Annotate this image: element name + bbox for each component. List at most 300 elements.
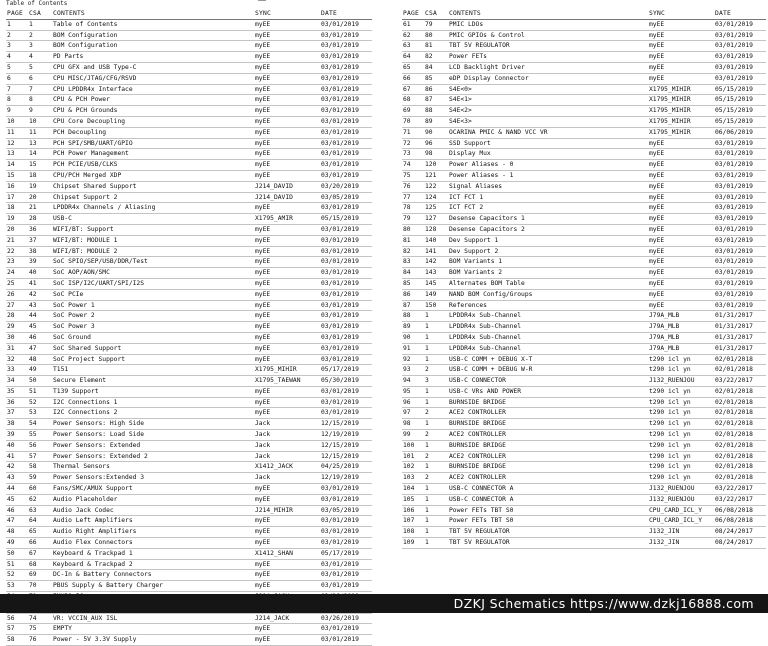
toc-row (6, 451, 372, 462)
cell-sync: myEE (254, 397, 320, 408)
cell-contents: SoC Ground (52, 332, 254, 343)
cell-sync: t290 icl yn (648, 365, 714, 376)
cell-sync: X1795_MIHIR (648, 106, 714, 117)
cell-date: 01/31/2017 (714, 332, 766, 343)
cell-date: 03/22/2017 (714, 484, 766, 495)
cell-page: 83 (402, 257, 424, 268)
toc-row (402, 278, 766, 289)
cell-csa: 18 (28, 170, 52, 181)
cell-sync: J79A_MLB (648, 311, 714, 322)
cell-contents: SoC Shared Support (52, 343, 254, 354)
cell-page: 17 (6, 192, 28, 203)
cell-contents: BURNSIDE BRIDGE (448, 419, 648, 430)
cell-csa: 80 (424, 30, 448, 41)
cell-contents: CPU Core Decoupling (52, 116, 254, 127)
cell-date: 03/01/2019 (714, 192, 766, 203)
cell-contents: References (448, 300, 648, 311)
cell-csa: 98 (424, 149, 448, 160)
cell-csa: 47 (28, 343, 52, 354)
toc-row (402, 527, 766, 538)
toc-row (402, 332, 766, 343)
cell-contents: Keyboard & Trackpad 2 (52, 559, 254, 570)
cell-csa: 74 (28, 613, 52, 624)
cell-date: 02/01/2018 (714, 451, 766, 462)
cell-csa: 15 (28, 160, 52, 171)
cell-sync: CPU_CARD_ICL_Y (648, 505, 714, 516)
cell-sync: myEE (254, 73, 320, 84)
toc-row (6, 203, 372, 214)
cell-date: 12/19/2019 (320, 430, 372, 441)
cell-date: 03/01/2019 (714, 30, 766, 41)
cell-page: 15 (6, 170, 28, 181)
toc-row (6, 160, 372, 171)
cell-csa: 7 (28, 84, 52, 95)
cell-contents: TBT 5V REGULATOR (448, 538, 648, 549)
cell-contents: PCH SPI/SMB/UART/GPIO (52, 138, 254, 149)
toc-header-row (6, 9, 372, 19)
cell-page: 12 (6, 138, 28, 149)
cell-contents: SSD Support (448, 138, 648, 149)
cell-csa: 38 (28, 246, 52, 257)
cell-date: 02/01/2018 (714, 462, 766, 473)
cell-contents: S4E<1> (448, 95, 648, 106)
toc-row (6, 170, 372, 181)
toc-row (6, 332, 372, 343)
header-sync: SYNC (254, 9, 320, 19)
cell-sync: J132_JIN (648, 538, 714, 549)
cell-page: 37 (6, 408, 28, 419)
toc-row (6, 289, 372, 300)
toc-row (6, 181, 372, 192)
toc-row (402, 19, 766, 30)
cell-page: 68 (402, 95, 424, 106)
cell-date: 03/01/2019 (320, 41, 372, 52)
cell-contents: CPU/PCH Merged XDP (52, 170, 254, 181)
cell-csa: 20 (28, 192, 52, 203)
cell-page: 8 (6, 95, 28, 106)
toc-row (6, 246, 372, 257)
cell-page: 11 (6, 127, 28, 138)
cell-contents: PCH PCIE/USB/CLKS (52, 160, 254, 171)
cell-contents: Desense Capacitors 1 (448, 214, 648, 225)
cell-sync: myEE (254, 343, 320, 354)
cell-page: 103 (402, 473, 424, 484)
cell-sync: myEE (648, 192, 714, 203)
cell-sync: myEE (648, 214, 714, 225)
cell-sync: myEE (648, 235, 714, 246)
cell-csa: 141 (424, 246, 448, 257)
toc-row (402, 289, 766, 300)
cell-page: 106 (402, 505, 424, 516)
cell-sync: X1795_MIHIR (648, 84, 714, 95)
cell-page: 18 (6, 203, 28, 214)
cell-sync: myEE (254, 116, 320, 127)
cell-page: 93 (402, 365, 424, 376)
cell-page: 75 (402, 170, 424, 181)
cell-date: 03/01/2019 (320, 484, 372, 495)
toc-row (402, 257, 766, 268)
cell-date: 03/01/2019 (320, 95, 372, 106)
cell-sync: myEE (254, 203, 320, 214)
cell-sync: myEE (648, 224, 714, 235)
cell-sync: myEE (254, 624, 320, 635)
cell-sync: myEE (254, 84, 320, 95)
toc-body-right (402, 19, 766, 548)
cell-date: 03/22/2017 (714, 376, 766, 387)
toc-row (6, 149, 372, 160)
cell-contents: BURNSIDE BRIDGE (448, 397, 648, 408)
cell-csa: 120 (424, 160, 448, 171)
cell-sync: myEE (254, 278, 320, 289)
cell-page: 14 (6, 160, 28, 171)
cell-page: 29 (6, 322, 28, 333)
cell-contents: BOM Variants 1 (448, 257, 648, 268)
toc-row (6, 635, 372, 646)
cell-contents: LCD Backlight Driver (448, 62, 648, 73)
cell-csa: 1 (28, 19, 52, 30)
cell-date: 03/01/2019 (714, 181, 766, 192)
cell-contents: SoC Power 3 (52, 322, 254, 333)
cell-page: 78 (402, 203, 424, 214)
cell-contents: BOM Variants 2 (448, 268, 648, 279)
cell-csa: 1 (424, 505, 448, 516)
cell-sync: myEE (648, 73, 714, 84)
toc-header-row (402, 9, 766, 19)
cell-csa: 42 (28, 289, 52, 300)
cell-contents: Signal Aliases (448, 181, 648, 192)
toc-row (402, 30, 766, 41)
cell-page: 33 (6, 365, 28, 376)
cell-csa: 52 (28, 397, 52, 408)
toc-row (6, 311, 372, 322)
toc-row (402, 41, 766, 52)
cell-sync: myEE (648, 278, 714, 289)
cell-sync: X1795_MIHIR (648, 127, 714, 138)
cell-csa: 48 (28, 354, 52, 365)
cell-date: 03/01/2019 (320, 127, 372, 138)
cell-page: 74 (402, 160, 424, 171)
cell-date: 05/30/2019 (320, 376, 372, 387)
cell-date: 03/01/2019 (714, 41, 766, 52)
toc-row (402, 473, 766, 484)
cell-csa: 1 (424, 440, 448, 451)
cell-csa: 79 (424, 19, 448, 30)
cell-sync: myEE (254, 19, 320, 30)
cell-contents: CPU MISC/JTAG/CFG/RSVD (52, 73, 254, 84)
cell-csa: 62 (28, 494, 52, 505)
cell-date: 03/05/2019 (320, 505, 372, 516)
cell-sync: myEE (254, 581, 320, 592)
cell-date: 03/01/2019 (320, 516, 372, 527)
cell-sync: myEE (254, 538, 320, 549)
cell-sync: myEE (648, 203, 714, 214)
cell-contents: WIFI/BT: Support (52, 224, 254, 235)
cell-csa: 125 (424, 203, 448, 214)
toc-row (6, 257, 372, 268)
cell-date: 02/01/2018 (714, 365, 766, 376)
cell-page: 46 (6, 505, 28, 516)
cell-contents: Dev Support 1 (448, 235, 648, 246)
cell-page: 64 (402, 52, 424, 63)
toc-row (402, 214, 766, 225)
toc-row (6, 95, 372, 106)
cell-page: 77 (402, 192, 424, 203)
cell-date: 03/01/2019 (714, 138, 766, 149)
cell-page: 42 (6, 462, 28, 473)
cell-page: 99 (402, 430, 424, 441)
cell-contents: Power Sensors: Extended (52, 440, 254, 451)
toc-row (6, 505, 372, 516)
cell-date: 02/01/2018 (714, 430, 766, 441)
cell-sync: myEE (254, 354, 320, 365)
cell-sync: t290 icl yn (648, 354, 714, 365)
cell-csa: 57 (28, 451, 52, 462)
header-csa: CSA (28, 9, 52, 19)
cell-csa: 2 (424, 473, 448, 484)
cell-contents: CPU GFX and USB Type-C (52, 62, 254, 73)
cell-sync: myEE (648, 138, 714, 149)
cell-page: 73 (402, 149, 424, 160)
cell-sync: myEE (648, 52, 714, 63)
cell-page: 51 (6, 559, 28, 570)
cell-contents: CPU LPDDR4x Interface (52, 84, 254, 95)
cell-csa: 2 (424, 365, 448, 376)
toc-column-right (402, 9, 766, 549)
cell-contents: LPDDR4x Sub-Channel (448, 343, 648, 354)
cell-contents: BURNSIDE BRIDGE (448, 462, 648, 473)
cell-csa: 1 (424, 343, 448, 354)
cell-sync: t290 icl yn (648, 440, 714, 451)
cell-contents: Power FETs TBT S0 (448, 505, 648, 516)
cell-sync: myEE (254, 322, 320, 333)
cell-date: 02/01/2018 (714, 397, 766, 408)
cell-csa: 6 (28, 73, 52, 84)
cell-contents: Power Sensors: Load Side (52, 430, 254, 441)
cell-date: 03/01/2019 (320, 343, 372, 354)
cell-contents: CPU & PCH Grounds (52, 106, 254, 117)
cell-csa: 50 (28, 376, 52, 387)
cell-date: 03/01/2019 (320, 278, 372, 289)
cell-csa: 69 (28, 570, 52, 581)
cell-sync: myEE (254, 494, 320, 505)
cell-page: 56 (6, 613, 28, 624)
toc-row (402, 73, 766, 84)
cell-page: 102 (402, 462, 424, 473)
toc-row (402, 95, 766, 106)
cell-contents: TBT 5V REGULATOR (448, 527, 648, 538)
cell-page: 19 (6, 214, 28, 225)
cell-csa: 55 (28, 430, 52, 441)
cell-page: 5 (6, 62, 28, 73)
cell-date: 03/01/2019 (714, 19, 766, 30)
cell-date: 03/01/2019 (714, 52, 766, 63)
cell-page: 86 (402, 289, 424, 300)
cell-csa: 44 (28, 311, 52, 322)
cell-date: 03/01/2019 (320, 73, 372, 84)
cell-page: 30 (6, 332, 28, 343)
toc-row (6, 386, 372, 397)
cell-page: 98 (402, 419, 424, 430)
cell-page: 70 (402, 116, 424, 127)
cell-page: 66 (402, 73, 424, 84)
cell-date: 06/08/2018 (714, 505, 766, 516)
cell-csa: 142 (424, 257, 448, 268)
cell-csa: 4 (28, 52, 52, 63)
cell-sync: Jack (254, 451, 320, 462)
cell-contents: BOM Configuration (52, 41, 254, 52)
cell-csa: 1 (424, 419, 448, 430)
cell-sync: myEE (254, 516, 320, 527)
cell-date: 06/08/2018 (714, 516, 766, 527)
cell-contents: ACE2 CONTROLLER (448, 430, 648, 441)
toc-row (6, 62, 372, 73)
cell-date: 05/15/2019 (714, 116, 766, 127)
toc-row (6, 484, 372, 495)
cell-csa: 1 (424, 527, 448, 538)
toc-table-left (6, 9, 372, 646)
cell-page: 109 (402, 538, 424, 549)
cell-sync: myEE (648, 170, 714, 181)
cell-page: 91 (402, 343, 424, 354)
toc-row (402, 462, 766, 473)
cell-sync: X1795_AMIR (254, 214, 320, 225)
cell-sync: myEE (254, 160, 320, 171)
cell-csa: 68 (28, 559, 52, 570)
cell-contents: Fans/SMC/AMUX Support (52, 484, 254, 495)
cell-sync: t290 icl yn (648, 430, 714, 441)
toc-row (402, 311, 766, 322)
cell-sync: X1795_MIHIR (254, 365, 320, 376)
cell-csa: 49 (28, 365, 52, 376)
cell-sync: myEE (648, 41, 714, 52)
cell-page: 41 (6, 451, 28, 462)
cell-page: 22 (6, 246, 28, 257)
cell-contents: ACE2 CONTROLLER (448, 408, 648, 419)
toc-row (402, 106, 766, 117)
toc-row (6, 462, 372, 473)
cell-csa: 2 (424, 408, 448, 419)
toc-row (6, 41, 372, 52)
cell-contents: Power Sensors: High Side (52, 419, 254, 430)
cell-date: 03/01/2019 (320, 624, 372, 635)
cell-contents: SoC ISP/I2C/UART/SPI/I2S (52, 278, 254, 289)
cell-date: 02/01/2018 (714, 419, 766, 430)
cell-contents: ACE2 CONTROLLER (448, 473, 648, 484)
cell-csa: 2 (424, 451, 448, 462)
toc-row (6, 268, 372, 279)
cell-contents: T151 (52, 365, 254, 376)
cell-date: 03/01/2019 (320, 160, 372, 171)
toc-row (6, 127, 372, 138)
cell-date: 02/01/2018 (714, 408, 766, 419)
cell-page: 65 (402, 62, 424, 73)
cell-contents: WIFI/BT: MODULE 2 (52, 246, 254, 257)
cell-date: 05/15/2019 (714, 84, 766, 95)
header-contents: CONTENTS (448, 9, 648, 19)
cell-page: 39 (6, 430, 28, 441)
cell-csa: 66 (28, 538, 52, 549)
toc-row (402, 408, 766, 419)
cell-csa: 39 (28, 257, 52, 268)
cell-contents: DC-In & Battery Connectors (52, 570, 254, 581)
cell-page: 44 (6, 484, 28, 495)
cell-sync: myEE (254, 62, 320, 73)
cell-csa: 150 (424, 300, 448, 311)
cell-csa: 84 (424, 62, 448, 73)
toc-row (6, 84, 372, 95)
cell-date: 03/01/2019 (320, 408, 372, 419)
cell-page: 7 (6, 84, 28, 95)
cell-page: 47 (6, 516, 28, 527)
cell-sync: myEE (648, 19, 714, 30)
cell-page: 67 (402, 84, 424, 95)
toc-row (402, 322, 766, 333)
cell-sync: Jack (254, 419, 320, 430)
toc-row (6, 419, 372, 430)
cell-date: 03/01/2019 (320, 268, 372, 279)
cell-sync: J132_RUENJOU (648, 376, 714, 387)
toc-row (402, 192, 766, 203)
cell-date: 02/01/2018 (714, 473, 766, 484)
cell-sync: myEE (648, 268, 714, 279)
cell-csa: 70 (28, 581, 52, 592)
cell-csa: 82 (424, 52, 448, 63)
cell-page: 80 (402, 224, 424, 235)
toc-table-right (402, 9, 766, 549)
cell-page: 108 (402, 527, 424, 538)
cell-date: 03/01/2019 (714, 235, 766, 246)
toc-row (6, 192, 372, 203)
cell-page: 89 (402, 322, 424, 333)
cell-date: 03/01/2019 (320, 257, 372, 268)
cell-csa: 122 (424, 181, 448, 192)
header-sync: SYNC (648, 9, 714, 19)
cell-sync: myEE (254, 52, 320, 63)
cell-page: 40 (6, 440, 28, 451)
cell-contents: NAND BOM Config/Groups (448, 289, 648, 300)
cell-contents: OCARINA PMIC & NAND VCC VR (448, 127, 648, 138)
cell-sync: J79A_MLB (648, 332, 714, 343)
cell-date: 03/01/2019 (320, 84, 372, 95)
cell-page: 88 (402, 311, 424, 322)
cell-date: 03/01/2019 (714, 268, 766, 279)
toc-row (6, 494, 372, 505)
cell-sync: myEE (254, 106, 320, 117)
cell-page: 101 (402, 451, 424, 462)
cell-date: 03/01/2019 (320, 354, 372, 365)
cell-page: 105 (402, 494, 424, 505)
cell-contents: Power - 5V 3.3V Supply (52, 635, 254, 646)
toc-row (6, 559, 372, 570)
toc-row (6, 570, 372, 581)
cell-date: 03/01/2019 (320, 332, 372, 343)
cell-date: 05/17/2019 (320, 365, 372, 376)
cell-sync: myEE (254, 635, 320, 646)
cell-sync: J132_RUENJOU (648, 484, 714, 495)
cell-page: 10 (6, 116, 28, 127)
cell-page: 31 (6, 343, 28, 354)
cell-date: 03/01/2019 (320, 116, 372, 127)
cell-date: 03/01/2019 (320, 386, 372, 397)
cell-contents: EMPTY (52, 624, 254, 635)
cell-contents: Power Aliases - 1 (448, 170, 648, 181)
cell-date: 05/17/2019 (320, 548, 372, 559)
cell-date: 02/01/2018 (714, 440, 766, 451)
cell-csa: 87 (424, 95, 448, 106)
toc-row (402, 386, 766, 397)
toc-row (6, 343, 372, 354)
toc-row (6, 365, 372, 376)
